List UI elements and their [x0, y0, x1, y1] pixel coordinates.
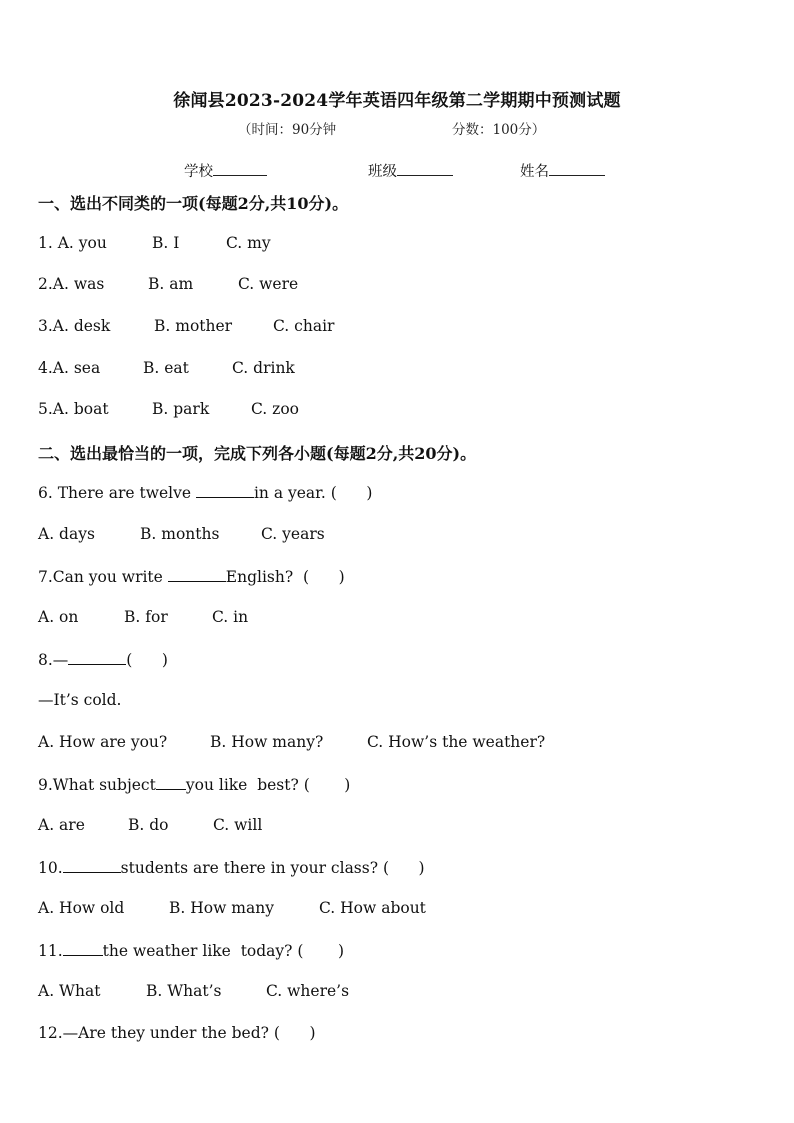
question-6-post: in a year. ( ) — [253, 484, 373, 502]
question-6-blank — [196, 483, 254, 498]
question-9-option-c: C. will — [213, 816, 263, 834]
school-field — [184, 160, 267, 181]
question-9-post: you like best? ( ) — [185, 776, 351, 794]
question-10-post: students are there in your class? ( ) — [120, 859, 425, 877]
question-10 — [38, 858, 425, 877]
question-3-a: 3.A. desk — [38, 317, 111, 335]
question-12: 12.—Are they under the bed? ( ) — [38, 1024, 316, 1042]
question-6-option-b: B. months — [140, 525, 220, 543]
question-7-blank — [168, 567, 226, 582]
page-title: 徐闻县2023-2024学年英语四年级第二学期期中预测试题 — [173, 91, 621, 111]
class-field — [368, 160, 453, 181]
question-8-option-b: B. How many? — [210, 733, 324, 751]
question-8-post: ( ) — [126, 651, 168, 669]
question-9-option-a: A. are — [38, 816, 85, 834]
question-10-option-c: C. How about — [319, 899, 426, 917]
question-9-blank — [156, 775, 186, 790]
question-8-option-a: A. How are you? — [38, 733, 168, 751]
question-7-pre: 7.Can you write — [38, 568, 168, 586]
question-6 — [38, 483, 372, 502]
question-4-b: B. eat — [143, 359, 189, 377]
question-1-b: B. I — [152, 234, 180, 252]
exam-score: 分数：100分） — [452, 122, 546, 138]
question-9 — [38, 775, 350, 794]
question-8-option-c: C. How’s the weather? — [367, 733, 546, 751]
question-5-c: C. zoo — [251, 400, 299, 418]
question-11-pre: 11. — [38, 942, 63, 960]
question-11-option-c: C. where’s — [266, 982, 350, 1000]
class-label: 班级 — [368, 164, 397, 180]
question-6-pre: 6. There are twelve — [38, 484, 196, 502]
question-7-option-c: C. in — [212, 608, 249, 626]
section-1-heading: 一、选出不同类的一项(每题2分,共10分)。 — [38, 194, 349, 213]
question-6-option-a: A. days — [38, 525, 95, 543]
question-6-option-c: C. years — [261, 525, 325, 543]
section-2-heading: 二、选出最恰当的一项，完成下列各小题(每题2分,共20分)。 — [38, 444, 477, 463]
question-11-option-a: A. What — [38, 982, 101, 1000]
question-11-post: the weather like today? ( ) — [102, 942, 345, 960]
question-7-option-a: A. on — [38, 608, 79, 626]
question-9-option-b: B. do — [128, 816, 169, 834]
name-label: 姓名 — [520, 164, 549, 180]
question-2-c: C. were — [238, 275, 299, 293]
question-11-option-b: B. What’s — [146, 982, 222, 1000]
question-7 — [38, 567, 345, 586]
question-10-option-b: B. How many — [169, 899, 274, 917]
question-3-b: B. mother — [154, 317, 233, 335]
question-4-a: 4.A. sea — [38, 359, 101, 377]
question-2-a: 2.A. was — [38, 275, 105, 293]
question-11-blank — [63, 941, 103, 956]
question-1-a: 1. A. you — [38, 234, 107, 252]
question-7-option-b: B. for — [124, 608, 168, 626]
question-5-b: B. park — [152, 400, 210, 418]
question-8-pre: 8.— — [38, 651, 69, 669]
question-10-pre: 10. — [38, 859, 63, 877]
question-10-option-a: A. How old — [38, 899, 125, 917]
school-label: 学校 — [184, 164, 213, 180]
exam-time: （时间：90分钟 — [238, 122, 337, 138]
question-2-b: B. am — [148, 275, 194, 293]
question-5-a: 5.A. boat — [38, 400, 109, 418]
question-11 — [38, 941, 344, 960]
question-3-c: C. chair — [273, 317, 335, 335]
question-9-pre: 9.What subject — [38, 776, 156, 794]
question-1-c: C. my — [226, 234, 271, 252]
question-4-c: C. drink — [232, 359, 295, 377]
question-7-post: English? ( ) — [225, 568, 345, 586]
school-blank — [213, 161, 267, 176]
question-8-answer: —It’s cold. — [38, 691, 122, 709]
class-blank — [397, 161, 453, 176]
name-field — [520, 160, 605, 181]
question-8-blank — [68, 650, 126, 665]
question-8 — [38, 650, 168, 669]
name-blank — [549, 161, 605, 176]
question-10-blank — [63, 858, 121, 873]
